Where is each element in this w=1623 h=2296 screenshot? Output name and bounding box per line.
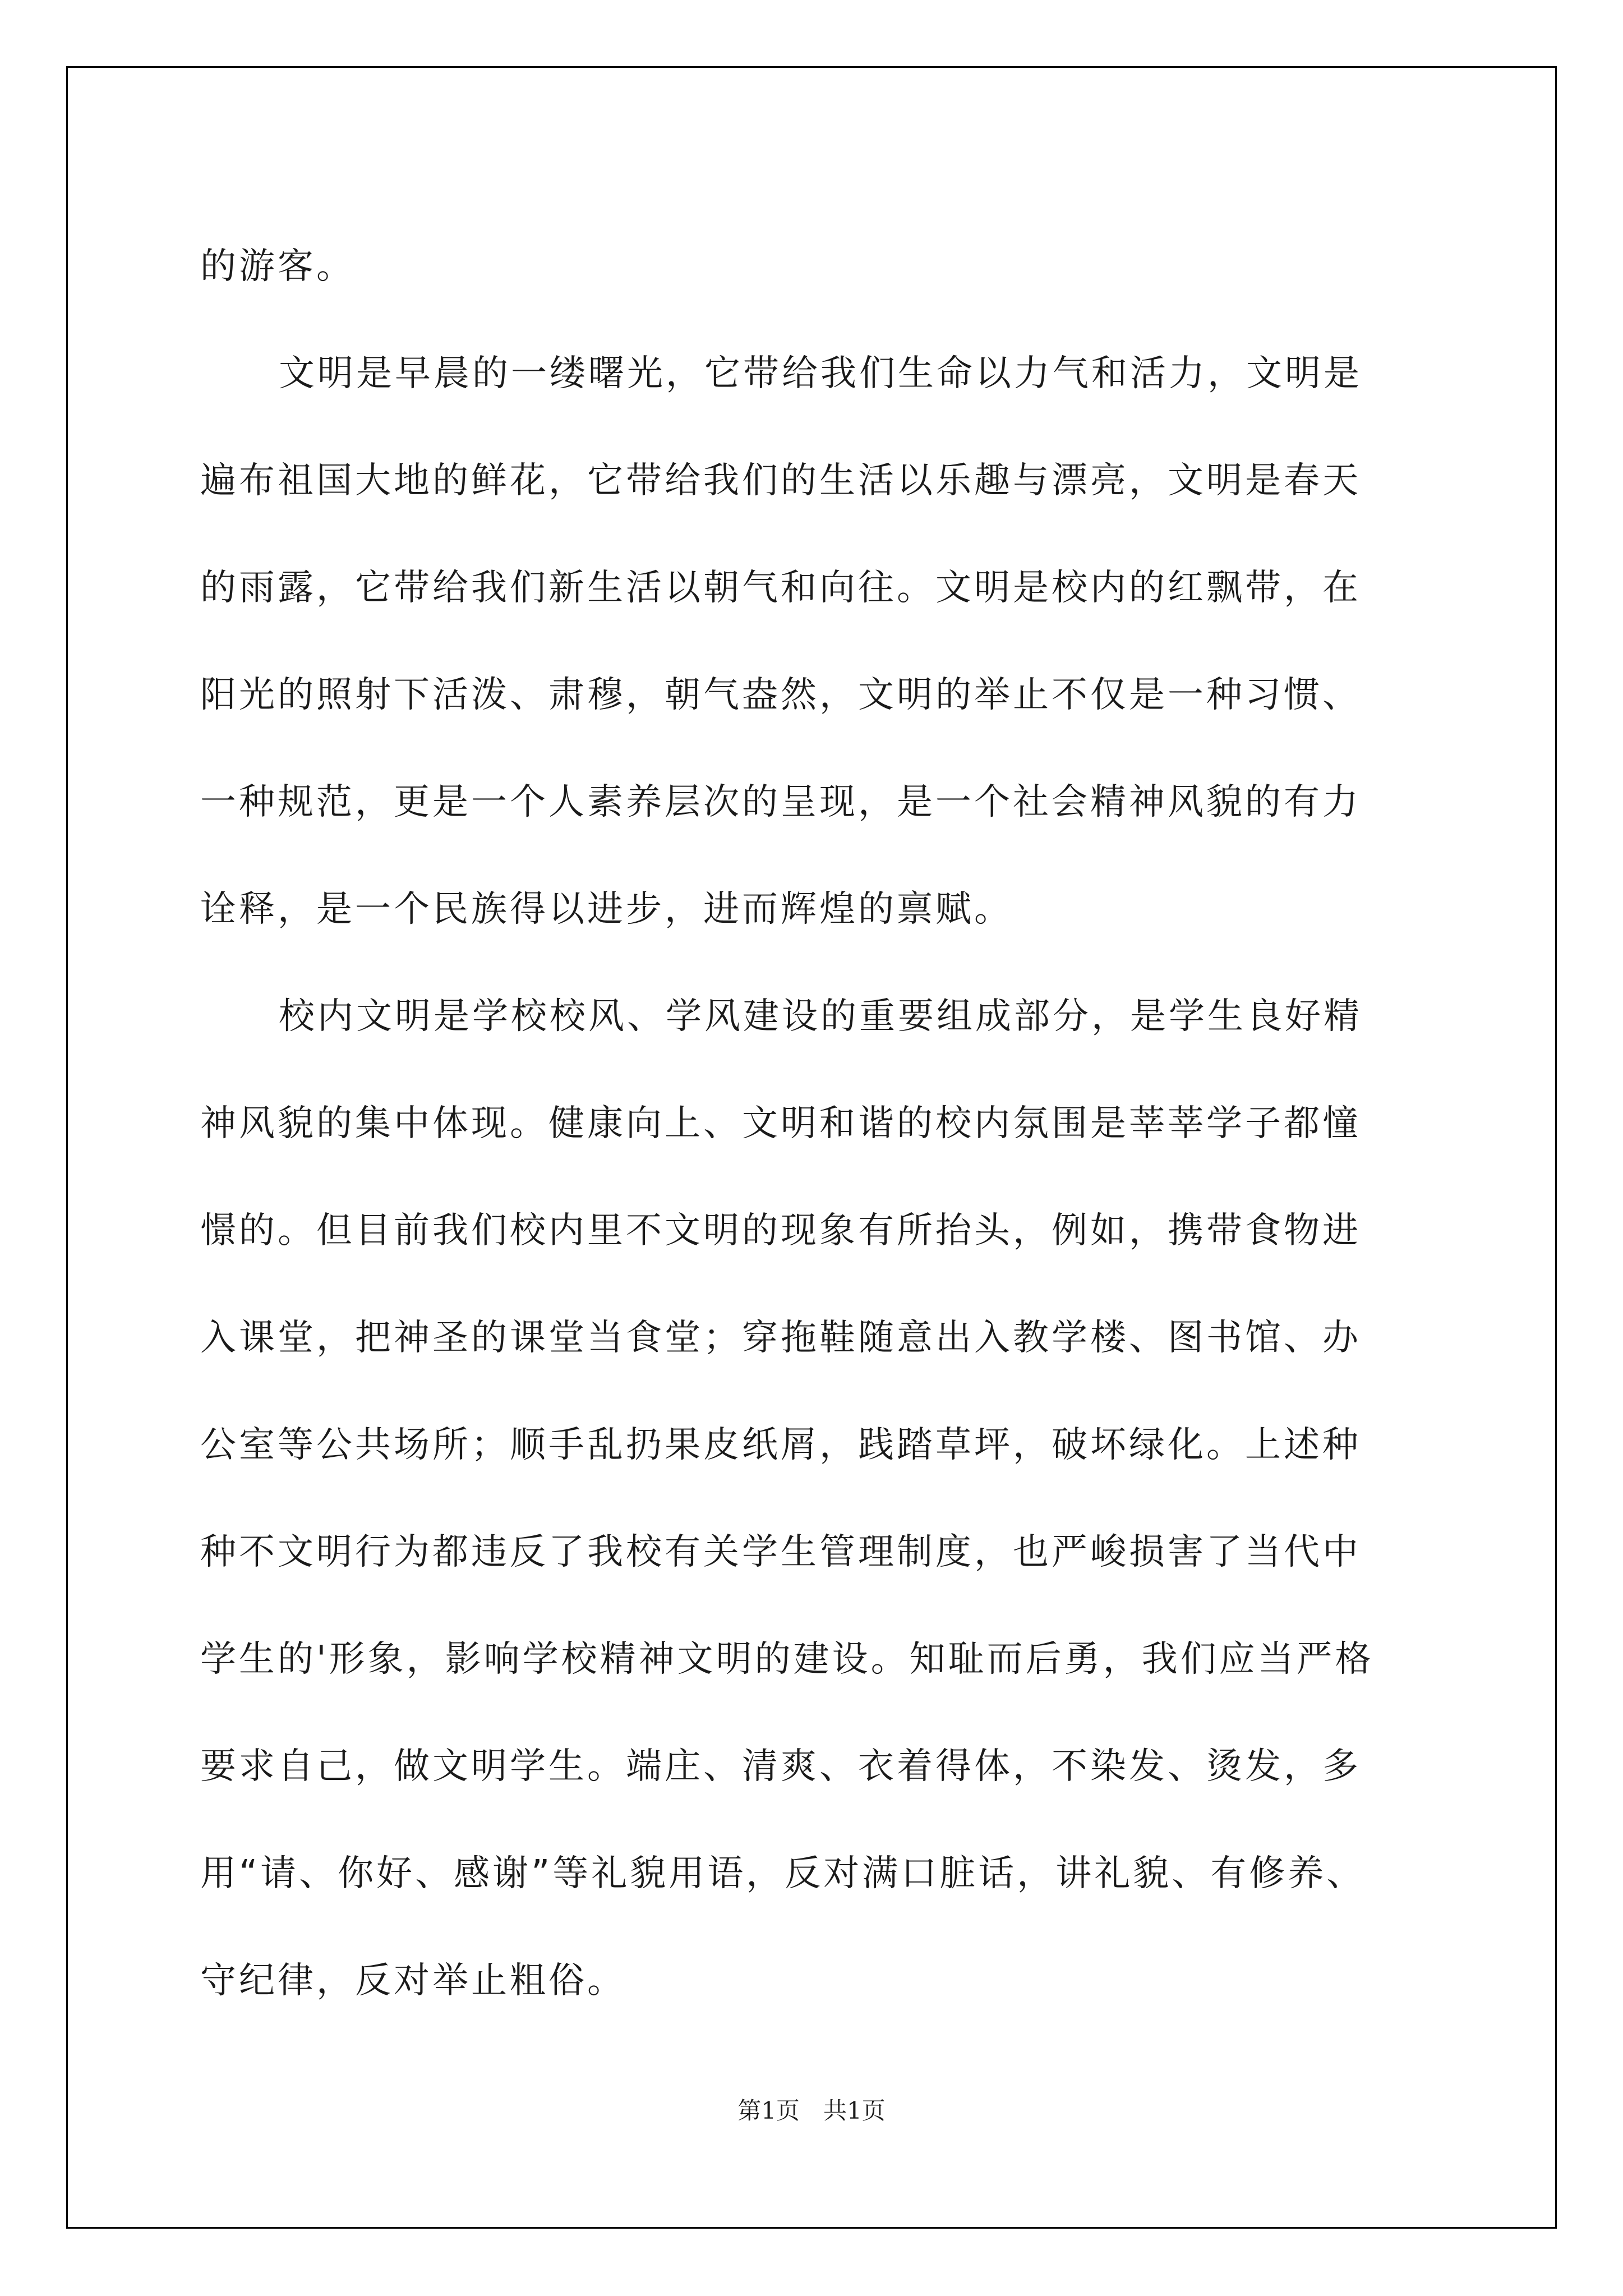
text-line: 诠释，是一个民族得以进步，进而辉煌的禀赋。 bbox=[200, 889, 1013, 930]
text-line: 憬的。但目前我们校内里不文明的现象有所抬头，例如，携带食物进 bbox=[200, 1210, 1361, 1251]
text-line: 用“请、你好、感谢”等礼貌用语，反对满口脏话，讲礼貌、有修养、 bbox=[200, 1853, 1366, 1894]
text-line: 守纪律，反对举止粗俗。 bbox=[200, 1960, 626, 2001]
text-line: 入课堂，把神圣的课堂当食堂；穿拖鞋随意出入教学楼、图书馆、办 bbox=[200, 1317, 1361, 1359]
text-line: 要求自己，做文明学生。端庄、清爽、衣着得体，不染发、烫发，多 bbox=[200, 1746, 1361, 1787]
text-line: 的游客。 bbox=[200, 246, 355, 287]
text-line: 阳光的照射下活泼、肃穆，朝气盎然，文明的举止不仅是一种习惯、 bbox=[200, 674, 1361, 716]
text-line: 的雨露，它带给我们新生活以朝气和向往。文明是校内的红飘带，在 bbox=[200, 567, 1361, 609]
text-line: 神风貌的集中体现。健康向上、文明和谐的校内氛围是莘莘学子都憧 bbox=[200, 1103, 1361, 1144]
text-line: 种不文明行为都违反了我校有关学生管理制度，也严峻损害了当代中 bbox=[200, 1531, 1361, 1573]
text-line: 遍布祖国大地的鲜花，它带给我们的生活以乐趣与漂亮，文明是春天 bbox=[200, 460, 1361, 501]
text-line: 学生的'形象，影响学校精神文明的建设。知耻而后勇，我们应当严格 bbox=[200, 1639, 1374, 1680]
paragraph-start-line: 校内文明是学校校风、学风建设的重要组成部分，是学生良好精 bbox=[279, 996, 1362, 1037]
text-line: 一种规范，更是一个人素养层次的呈现，是一个社会精神风貌的有力 bbox=[200, 781, 1361, 823]
paragraph-start-line: 文明是早晨的一缕曙光，它带给我们生命以力气和活力，文明是 bbox=[279, 353, 1362, 394]
document-body bbox=[200, 213, 1476, 2035]
page-footer: 第1页 共1页 bbox=[737, 2097, 886, 2124]
text-line: 公室等公共场所；顺手乱扔果皮纸屑，践踏草坪，破坏绿化。上述种 bbox=[200, 1424, 1361, 1466]
